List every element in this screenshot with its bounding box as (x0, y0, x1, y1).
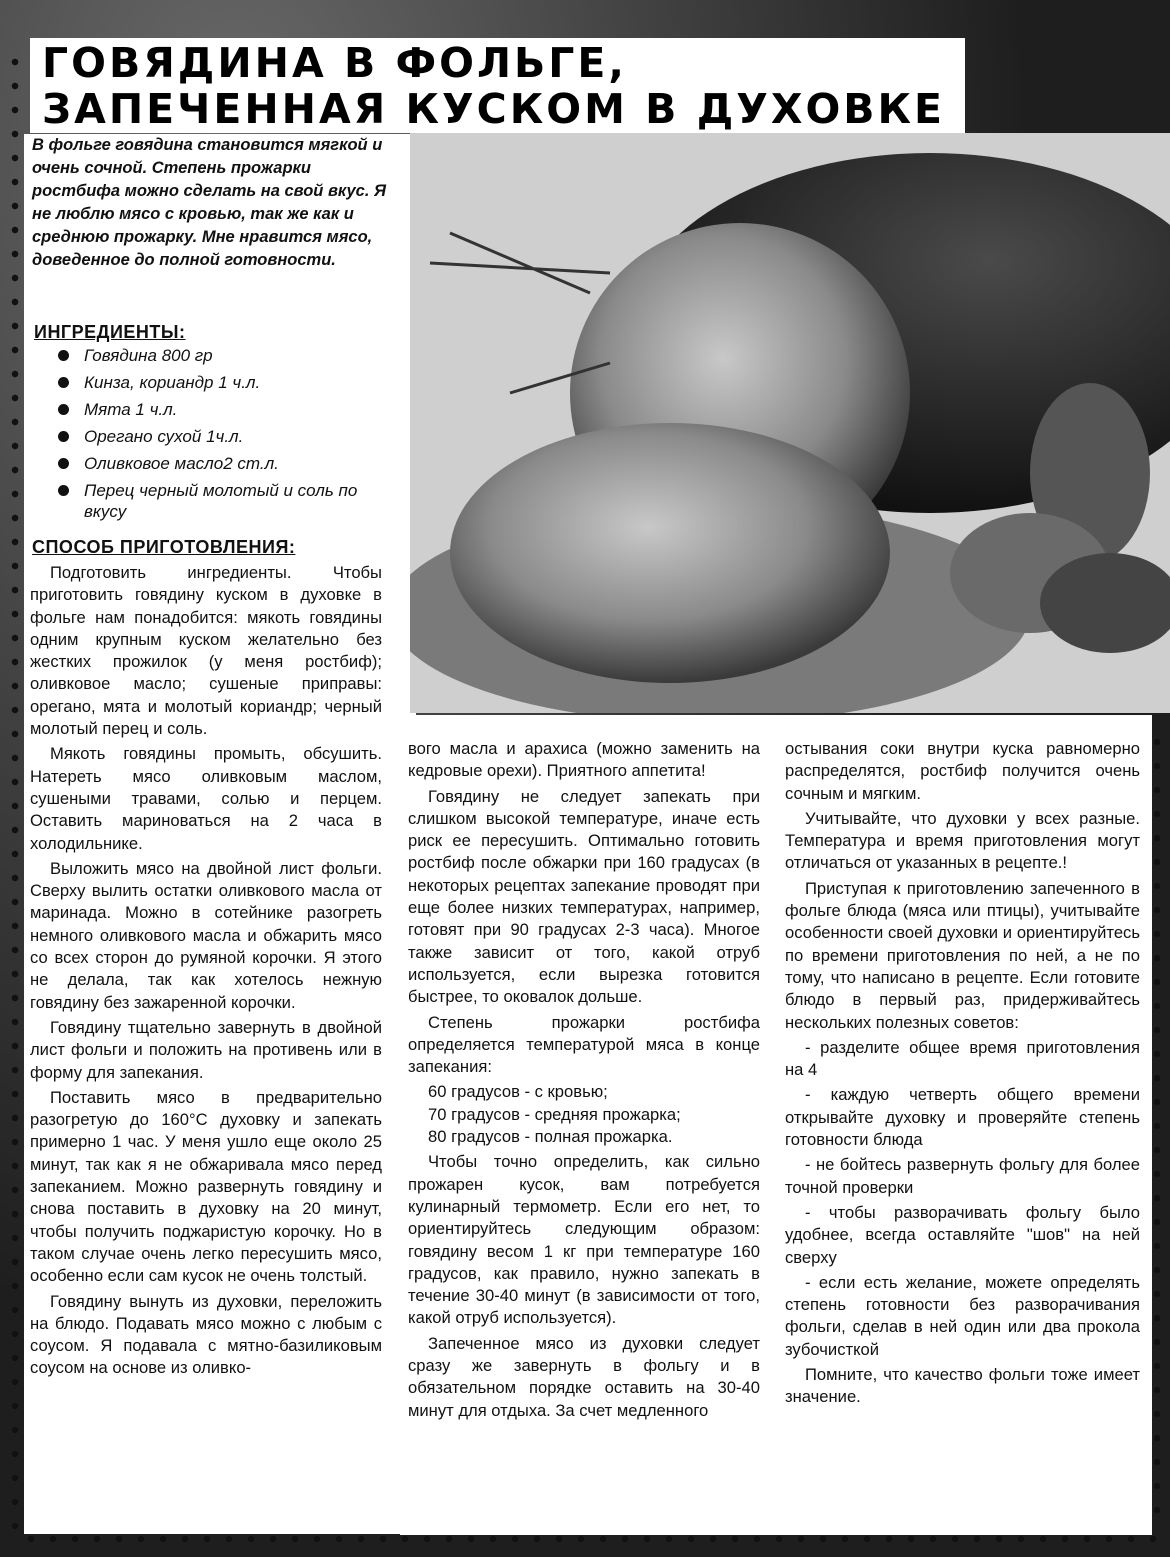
method-column-3 (785, 738, 1140, 1412)
paragraph: Говядину не следует запекать при слишком высокой температуре, иначе есть риск ее пересушить. Оптимально готовить ростбиф после обжарки при 160 градусах (в некоторых рецептах запекание проводят при еще более низких температурах, например, готовят при 90 градусах 2-3 часа). Многое также зависит от того, какой отруб используется, если вырезка готовится быстрее, то оковалок дольше. (408, 786, 760, 1007)
paragraph: Выложить мясо на двойной лист фольги. Сверху вылить остатки оливкового масла от маринада. Можно в сотейнике разогреть немного оливкового масла и обжарить мясо со всех сторон до румяной корочки. Я этого не делала, так как хотелось нежную говядину без зажаренной корочки. (30, 858, 382, 1012)
list-item: Орегано сухой 1ч.л. (52, 426, 382, 447)
paragraph: Говядину тщательно завернуть в двойной лист фольги и положить на противень или в форму для запекания. (30, 1017, 382, 1082)
list-item: Говядина 800 гр (52, 345, 382, 366)
paragraph: - разделите общее время приготовления на 4 (785, 1037, 1140, 1080)
ingredients-heading: ИНГРЕДИЕНТЫ: (34, 322, 186, 342)
roast-beef-illustration (410, 133, 1170, 713)
paragraph: - чтобы разворачивать фольгу было удобнее, всегда оставляйте "шов" на ней сверху (785, 1202, 1140, 1267)
method-heading: СПОСОБ ПРИГОТОВЛЕНИЯ: (32, 537, 296, 557)
list-item: Кинза, кориандр 1 ч.л. (52, 372, 382, 393)
paragraph: остывания соки внутри куска равномерно распределятся, ростбиф получится очень сочным и мягким. (785, 739, 1140, 803)
bullet-icon (58, 350, 69, 361)
title-line-2: ЗАПЕЧЕННАЯ КУСКОМ В ДУХОВКЕ (42, 85, 946, 133)
paragraph: Говядину вынуть из духовки, переложить на блюдо. Подавать мясо можно с любым с соусом. Я подавала с мятно-базиликовым соусом на основе из оливко- (30, 1291, 382, 1378)
paragraph: Учитывайте, что духовки у всех разные. Температура и время приготовления могут отличаться от указанных в рецепте.! (785, 808, 1140, 873)
paragraph: - не бойтесь развернуть фольгу для более точной проверки (785, 1155, 1140, 1197)
paragraph: Приступая к приготовлению запеченного в фольге блюда (мяса или птицы), учитывайте особенности своей духовки и ориентируйтесь по времени приготовления по ней, а не по тому, что написано в рецепте. Если готовите блюдо в первый раз, придерживайтесь нескольких полезных советов: (785, 878, 1140, 1032)
paragraph: - каждую четверть общего времени открывайте духовку и проверяйте степень готовности блюда (785, 1085, 1140, 1150)
title-line-1: ГОВЯДИНА В ФОЛЬГЕ, (42, 39, 627, 87)
paragraph: Помните, что качество фольги тоже имеет значение. (785, 1365, 1140, 1407)
method-column-2 (408, 738, 760, 1425)
roast-beef-photo (410, 133, 1170, 713)
paragraph: Поставить мясо в предварительно разогретую до 160°С духовку и запекать примерно 1 час. У меня ушло еще около 25 минут, так как я не обжаривала мясо перед запеканием. Можно развернуть говядину и снова поставить в духовку на 20 минут, чтобы получить поджаристую корочку. Но в таком случае очень легко пересушить мясо, особенно если сам кусок не очень толстый. (30, 1087, 382, 1286)
paragraph: 70 градусов - средняя прожарка; (428, 1104, 681, 1124)
dotted-border-right (1150, 730, 1164, 1530)
ingredients-list (52, 345, 382, 528)
dotted-border-left (8, 50, 22, 1530)
page-title (42, 40, 945, 132)
paragraph: 80 градусов - полная прожарка. (428, 1127, 673, 1147)
list-item: Оливковое масло2 ст.л. (52, 453, 382, 474)
paragraph: Мякоть говядины промыть, обсушить. Натереть мясо оливковым маслом, сушеными травами, солью и перцем. Оставить мариноваться на 2 часа в холодильнике. (30, 744, 382, 853)
bullet-icon (58, 458, 69, 469)
paragraph: - если есть желание, можете определять степень готовности без разворачивания фольги, сделав в ней один или два прокола зубочисткой (785, 1272, 1140, 1359)
paragraph: Степень прожарки ростбифа определяется температурой мяса в конце запекания: (408, 1012, 760, 1077)
paragraph: 60 градусов - с кровью; (428, 1082, 608, 1102)
bullet-icon (58, 404, 69, 415)
paragraph: Подготовить ингредиенты. Чтобы приготовить говядину куском в духовке в фольге нам понадобится: мякоть говядины одним крупным куском желательно без жестких прожилок (у меня ростбиф); оливковое масло; сушеные приправы: орегано, мята и молотый кориандр; черный молотый перец и соль. (30, 563, 382, 739)
method-column-1 (30, 562, 382, 1383)
paragraph: Запеченное мясо из духовки следует сразу же завернуть в фольгу и в обязательном порядке оставить на 30-40 минут для отдыха. За счет медленного (408, 1333, 760, 1420)
paragraph: Чтобы точно определить, как сильно прожарен кусок, вам потребуется кулинарный термометр. Если его нет, то ориентируйтесь следующим образом: говядину весом 1 кг при температуре 160 градусов, как правило, нужно запекать в течение 30-40 минут (в зависимости от того, какой отруб используется). (408, 1152, 760, 1328)
bullet-icon (58, 485, 69, 496)
list-item: Перец черный молотый и соль по вкусу (52, 480, 382, 522)
bullet-icon (58, 431, 69, 442)
bullet-icon (58, 377, 69, 388)
list-item: Мята 1 ч.л. (52, 399, 382, 420)
paragraph: вого масла и арахиса (можно заменить на кедровые орехи). Приятного аппетита! (408, 739, 760, 781)
intro-text: В фольге говядина становится мягкой и очень сочной. Степень прожарки ростбифа можно сделать на свой вкус. Я не люблю мясо с кровью, так же как и среднюю прожарку. Мне нравится мясо, доведенное до полной готовности. (32, 136, 387, 269)
